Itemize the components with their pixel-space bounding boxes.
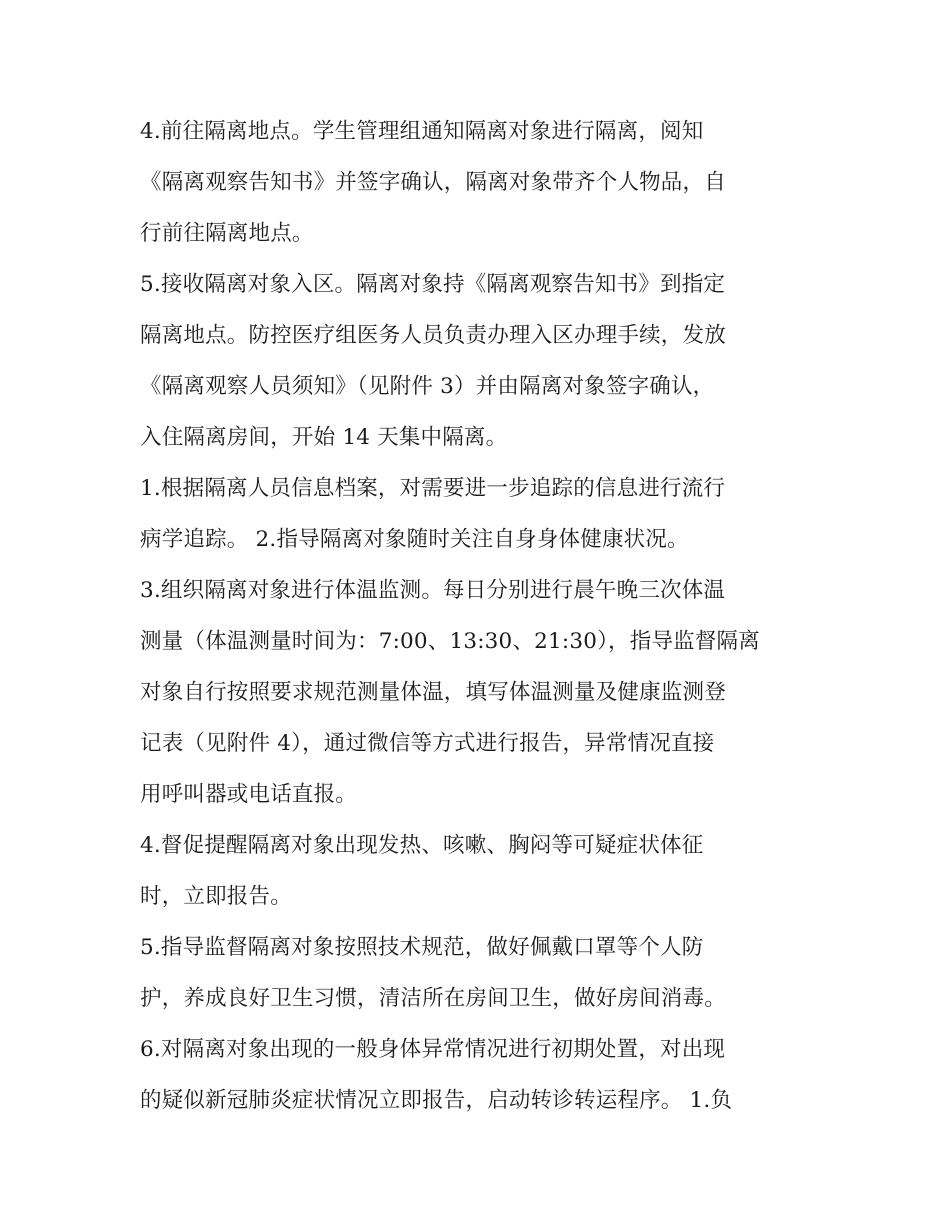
text-line: 4.督促提醒隔离对象出现发热、咳嗽、胸闷等可疑症状体征 xyxy=(140,833,704,858)
text-line: 5.接收隔离对象入区。隔离对象持《隔离观察告知书》到指定 xyxy=(140,272,726,297)
text-line: 护，养成良好卫生习惯，清洁所在房间卫生，做好房间消毒。 xyxy=(140,986,726,1011)
text-line: 时，立即报告。 xyxy=(140,884,292,909)
document-body xyxy=(140,106,810,1126)
text-line: 行前往隔离地点。 xyxy=(140,221,314,246)
text-line: 隔离地点。防控医疗组医务人员负责办理入区办理手续，发放 xyxy=(140,323,726,348)
text-line: 用呼叫器或电话直报。 xyxy=(140,782,358,807)
text-line: 记表（见附件 4），通过微信等方式进行报告，异常情况直接 xyxy=(140,731,715,756)
text-line: 3.组织隔离对象进行体温监测。每日分别进行晨午晚三次体温 xyxy=(140,578,726,603)
text-line: 《隔离观察人员须知》（见附件 3）并由隔离对象签字确认， xyxy=(140,374,715,399)
text-line: 4.前往隔离地点。学生管理组通知隔离对象进行隔离，阅知 xyxy=(140,119,704,144)
text-line: 对象自行按照要求规范测量体温，填写体温测量及健康监测登 xyxy=(140,680,726,705)
text-line: 测量（体温测量时间为：7:00、13:30、21:30），指导监督隔离 xyxy=(140,629,760,654)
text-line: 《隔离观察告知书》并签字确认，隔离对象带齐个人物品，自 xyxy=(140,170,726,195)
text-line: 的疑似新冠肺炎症状情况立即报告，启动转诊转运程序。 1.负 xyxy=(140,1088,733,1113)
text-line: 6.对隔离对象出现的一般身体异常情况进行初期处置，对出现 xyxy=(140,1037,726,1062)
text-line: 病学追踪。 2.指导隔离对象随时关注自身身体健康状况。 xyxy=(140,527,689,552)
text-line: 入住隔离房间，开始 14 天集中隔离。 xyxy=(140,425,508,450)
text-line: 5.指导监督隔离对象按照技术规范，做好佩戴口罩等个人防 xyxy=(140,935,704,960)
text-line: 1.根据隔离人员信息档案，对需要进一步追踪的信息进行流行 xyxy=(140,476,726,501)
